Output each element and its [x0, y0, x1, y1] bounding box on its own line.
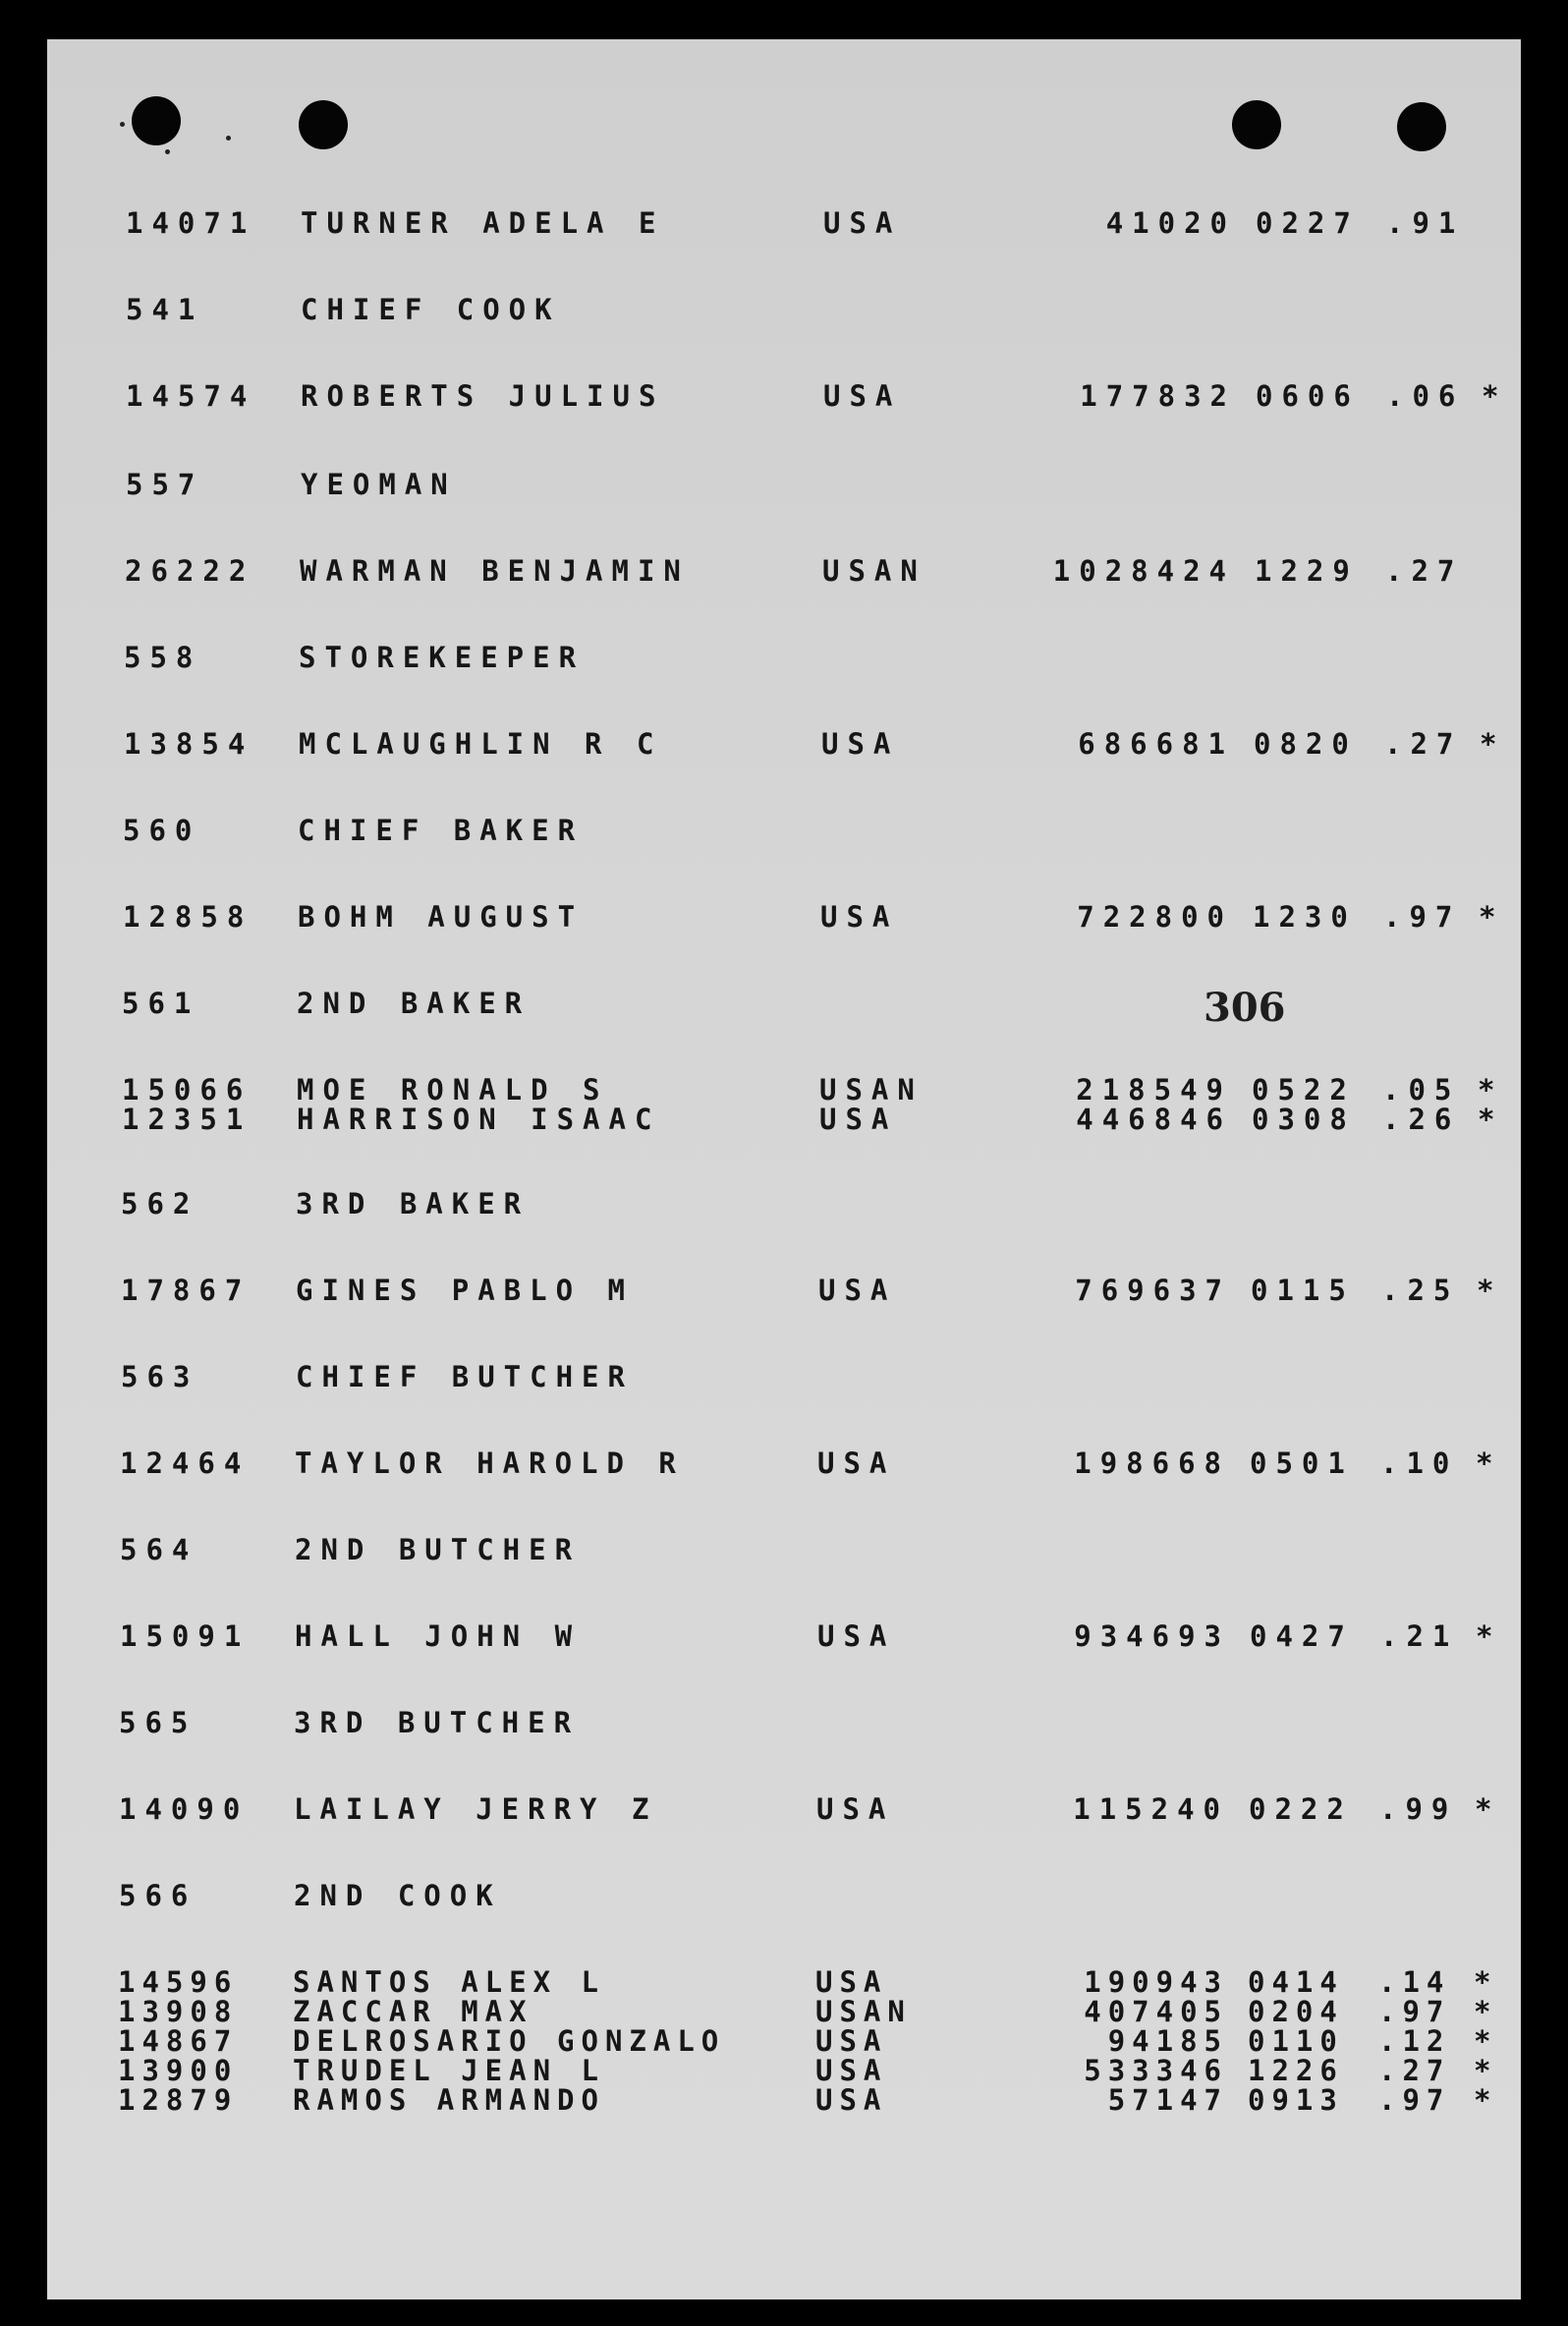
entry-code: 14071: [126, 206, 256, 240]
table-row: [119, 1792, 1504, 1826]
entry-rate: .12: [1378, 2024, 1451, 2058]
entry-name: GINES PABLO M: [296, 1274, 634, 1307]
entry-rate: .14: [1378, 1965, 1451, 1999]
entry-number: 218549: [1076, 1073, 1232, 1106]
entry-code: 561: [122, 987, 200, 1020]
entry-mark: *: [1479, 900, 1505, 934]
entry-date: 0414: [1248, 1965, 1344, 1999]
entry-name: BOHM AUGUST: [298, 900, 585, 934]
entry-rate: .10: [1380, 1447, 1459, 1480]
entry-name: HARRISON ISAAC: [297, 1103, 661, 1136]
entry-name: 2ND BAKER: [297, 987, 532, 1020]
entry-name: MOE RONALD S: [297, 1073, 609, 1106]
punch-hole-icon: [1232, 100, 1281, 149]
entry-mark: *: [1482, 379, 1508, 413]
entry-date: 0115: [1251, 1274, 1355, 1307]
entry-number: 94185: [1107, 2024, 1228, 2058]
entry-mark: *: [1474, 2083, 1498, 2117]
entry-name: RAMOS ARMANDO: [293, 2083, 605, 2117]
entry-date: 0222: [1249, 1792, 1353, 1826]
table-row: [126, 206, 1511, 240]
entry-nationality: USA: [823, 379, 902, 413]
entry-date: 1229: [1255, 554, 1359, 588]
entry-mark: *: [1477, 1274, 1503, 1307]
entry-rate: .27: [1385, 554, 1464, 588]
entry-code: 562: [121, 1187, 199, 1220]
entry-mark: *: [1475, 1792, 1501, 1826]
entry-rate: .99: [1379, 1792, 1458, 1826]
table-row: [124, 727, 1509, 761]
entry-code: 17867: [121, 1274, 252, 1307]
entry-nationality: USA: [817, 1447, 896, 1480]
entry-name: YEOMAN: [301, 468, 457, 501]
punch-hole-icon: [1397, 102, 1446, 151]
page-number-stamp: 306: [1204, 985, 1286, 1031]
entry-date: 0820: [1254, 727, 1358, 761]
punch-hole-icon: [299, 100, 348, 149]
entry-code: 14867: [118, 2024, 239, 2058]
entry-code: 557: [126, 468, 204, 501]
entry-number: 446846: [1076, 1103, 1232, 1136]
table-row: [118, 2054, 1503, 2087]
entry-nationality: USA: [817, 1619, 896, 1653]
entry-rate: .21: [1380, 1619, 1459, 1653]
rating-heading: [126, 468, 1511, 501]
entry-mark: *: [1478, 1073, 1504, 1106]
entry-mark: *: [1474, 2024, 1498, 2058]
ledger-page: [47, 39, 1521, 2299]
rating-heading: [120, 1533, 1505, 1566]
rating-heading: [124, 641, 1509, 674]
entry-mark: *: [1476, 1619, 1502, 1653]
entry-date: 0308: [1252, 1103, 1356, 1136]
table-row: [118, 2024, 1503, 2058]
entry-name: STOREKEEPER: [299, 641, 586, 674]
entry-code: 13854: [124, 727, 254, 761]
entry-name: 3RD BUTCHER: [294, 1706, 581, 1739]
ink-speck: [226, 136, 231, 141]
table-row: [126, 379, 1511, 413]
entry-mark: *: [1476, 1447, 1502, 1480]
entry-nationality: USA: [821, 727, 900, 761]
entry-number: 177832: [1080, 379, 1236, 413]
table-row: [120, 1447, 1505, 1480]
entry-date: 0606: [1256, 379, 1360, 413]
entry-date: 0913: [1248, 2083, 1344, 2117]
table-row: [122, 1103, 1507, 1136]
entry-code: 14574: [126, 379, 256, 413]
rating-heading: [122, 987, 1507, 1020]
entry-mark: *: [1474, 2054, 1498, 2087]
entry-code: 15066: [122, 1073, 252, 1106]
entry-rate: .27: [1384, 727, 1463, 761]
table-row: [122, 1073, 1507, 1106]
table-row: [123, 900, 1508, 934]
entry-code: 12858: [123, 900, 253, 934]
rating-heading: [123, 814, 1508, 847]
entry-code: 14090: [119, 1792, 250, 1826]
entry-rate: .97: [1383, 900, 1462, 934]
entry-number: 934693: [1074, 1619, 1230, 1653]
entry-date: 1226: [1248, 2054, 1344, 2087]
table-row: [118, 1965, 1503, 1999]
entry-mark: *: [1474, 1995, 1498, 2028]
entry-rate: .05: [1382, 1073, 1461, 1106]
entry-name: TURNER ADELA E: [301, 206, 665, 240]
ink-speck: [120, 122, 125, 127]
entry-number: 57147: [1107, 2083, 1228, 2117]
entry-rate: .06: [1386, 379, 1465, 413]
entry-number: 769637: [1075, 1274, 1231, 1307]
entry-date: 0227: [1256, 206, 1360, 240]
entry-number: 1028424: [1052, 554, 1235, 588]
entry-rate: .27: [1378, 2054, 1451, 2087]
entry-nationality: USAN: [822, 554, 926, 588]
entry-name: LAILAY JERRY Z: [294, 1792, 658, 1826]
entry-code: 565: [119, 1706, 197, 1739]
entry-number: 407405: [1084, 1995, 1228, 2028]
entry-number: 722800: [1077, 900, 1233, 934]
table-row: [125, 554, 1510, 588]
entry-code: 558: [124, 641, 202, 674]
entry-nationality: USA: [820, 900, 899, 934]
entry-date: 1230: [1253, 900, 1357, 934]
entry-name: CHIEF BAKER: [298, 814, 585, 847]
entry-code: 14596: [118, 1965, 239, 1999]
entry-mark: *: [1478, 1103, 1504, 1136]
rating-heading: [121, 1360, 1506, 1393]
entry-name: 3RD BAKER: [296, 1187, 531, 1220]
entry-code: 12879: [118, 2083, 239, 2117]
entry-name: TAYLOR HAROLD R: [295, 1447, 685, 1480]
entry-nationality: USA: [818, 1274, 897, 1307]
rating-heading: [121, 1187, 1506, 1220]
entry-nationality: USA: [815, 1965, 888, 1999]
entry-nationality: USA: [815, 2083, 888, 2117]
entry-name: TRUDEL JEAN L: [293, 2054, 605, 2087]
entry-nationality: USA: [816, 1792, 895, 1826]
entry-date: 0110: [1248, 2024, 1344, 2058]
entry-code: 15091: [120, 1619, 251, 1653]
entry-code: 563: [121, 1360, 199, 1393]
entry-rate: .91: [1386, 206, 1465, 240]
entry-date: 0522: [1252, 1073, 1356, 1106]
entry-date: 0204: [1248, 1995, 1344, 2028]
entry-rate: .26: [1382, 1103, 1461, 1136]
rating-heading: [126, 293, 1511, 326]
rating-heading: [119, 1879, 1504, 1912]
entry-number: 533346: [1084, 2054, 1228, 2087]
entry-nationality: USA: [819, 1103, 898, 1136]
entry-nationality: USA: [823, 206, 902, 240]
entry-number: 198668: [1074, 1447, 1230, 1480]
entry-rate: .97: [1378, 1995, 1451, 2028]
entry-rate: .25: [1381, 1274, 1460, 1307]
entry-code: 13900: [118, 2054, 239, 2087]
entry-code: 13908: [118, 1995, 239, 2028]
entry-name: CHIEF COOK: [301, 293, 561, 326]
entry-nationality: USA: [815, 2024, 888, 2058]
entry-rate: .97: [1378, 2083, 1451, 2117]
punch-hole-icon: [132, 96, 181, 145]
entry-name: CHIEF BUTCHER: [296, 1360, 634, 1393]
entry-code: 564: [120, 1533, 198, 1566]
table-row: [118, 1995, 1503, 2028]
entry-code: 26222: [125, 554, 255, 588]
entry-date: 0501: [1250, 1447, 1354, 1480]
entry-name: DELROSARIO GONZALO: [293, 2024, 726, 2058]
entry-name: 2ND COOK: [294, 1879, 502, 1912]
entry-name: ZACCAR MAX: [293, 1995, 533, 2028]
entry-nationality: USA: [815, 2054, 888, 2087]
entry-name: SANTOS ALEX L: [293, 1965, 605, 1999]
entry-nationality: USAN: [815, 1995, 912, 2028]
table-row: [121, 1274, 1506, 1307]
entry-mark: *: [1474, 1965, 1498, 1999]
entry-name: ROBERTS JULIUS: [301, 379, 665, 413]
entry-mark: *: [1480, 727, 1506, 761]
table-row: [118, 2083, 1503, 2117]
entry-number: 190943: [1084, 1965, 1228, 1999]
entry-number: 115240: [1073, 1792, 1229, 1826]
entry-name: HALL JOHN W: [295, 1619, 582, 1653]
entry-name: MCLAUGHLIN R C: [299, 727, 663, 761]
table-row: [120, 1619, 1505, 1653]
entry-code: 566: [119, 1879, 197, 1912]
entry-code: 560: [123, 814, 201, 847]
entry-code: 541: [126, 293, 204, 326]
entry-nationality: USAN: [819, 1073, 924, 1106]
entry-name: WARMAN BENJAMIN: [300, 554, 690, 588]
entry-number: 41020: [1105, 206, 1236, 240]
entry-name: 2ND BUTCHER: [295, 1533, 582, 1566]
rating-heading: [119, 1706, 1504, 1739]
entry-date: 0427: [1250, 1619, 1354, 1653]
entry-code: 12351: [122, 1103, 252, 1136]
entry-number: 686681: [1078, 727, 1234, 761]
ink-speck: [165, 149, 170, 154]
entry-code: 12464: [120, 1447, 251, 1480]
